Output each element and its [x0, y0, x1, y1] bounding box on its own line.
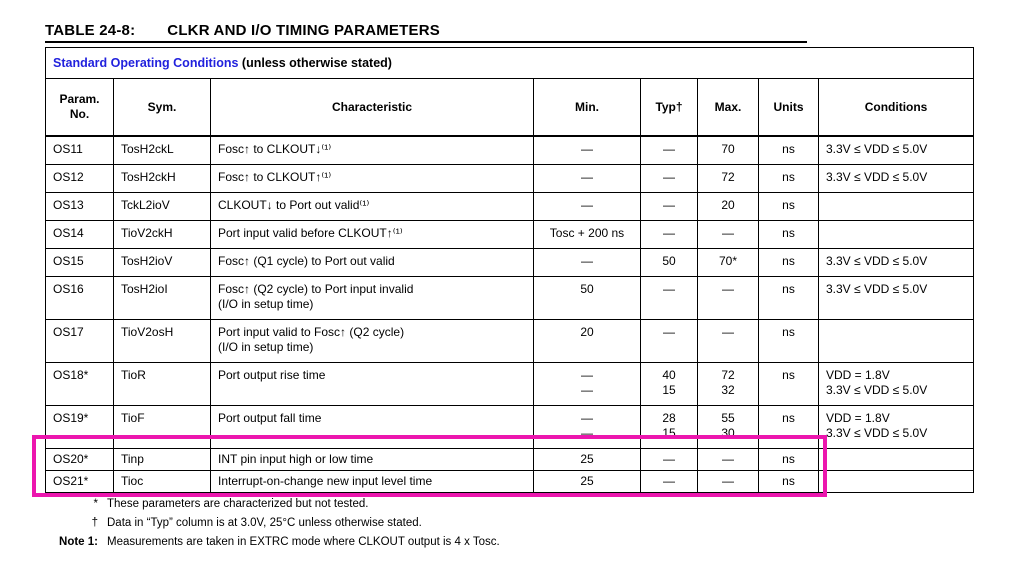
typ-cell: 40 15 — [641, 362, 698, 405]
characteristic-cell: Port output fall time — [211, 405, 534, 448]
min-cell: 25 — [534, 470, 641, 492]
param-no-cell: OS18* — [46, 362, 114, 405]
column-header-row — [46, 79, 974, 137]
typ-cell: — — [641, 220, 698, 248]
table-row-os19 — [46, 405, 974, 448]
column-header-characteristic: Characteristic — [211, 79, 534, 137]
characteristic-cell: INT pin input high or low time — [211, 448, 534, 470]
min-cell: — — — [534, 362, 641, 405]
symbol-cell: TosH2ckH — [114, 164, 211, 192]
max-cell: — — [698, 470, 759, 492]
table-row-os15 — [46, 248, 974, 276]
page-title — [45, 22, 440, 39]
typ-cell: — — [641, 319, 698, 362]
footnote-text: Data in “Typ” column is at 3.0V, 25°C unless otherwise stated. — [107, 517, 422, 529]
units-cell: ns — [759, 248, 819, 276]
table-row-os20 — [46, 448, 974, 470]
column-header-conditions: Conditions — [819, 79, 974, 137]
table-row-os18 — [46, 362, 974, 405]
title-underline — [45, 41, 807, 43]
units-cell: ns — [759, 319, 819, 362]
typ-cell: — — [641, 164, 698, 192]
min-cell: 20 — [534, 319, 641, 362]
param-no-cell: OS19* — [46, 405, 114, 448]
operating-conditions-banner — [46, 48, 974, 79]
param-no-cell: OS12 — [46, 164, 114, 192]
symbol-cell: TioV2osH — [114, 319, 211, 362]
min-cell: — — [534, 248, 641, 276]
symbol-cell: TosH2ckL — [114, 136, 211, 164]
conditions-cell: 3.3V ≤ VDD ≤ 5.0V — [819, 164, 974, 192]
footnote-row — [45, 533, 500, 552]
banner-suffix-text: (unless otherwise stated) — [241, 55, 392, 70]
symbol-cell: TioF — [114, 405, 211, 448]
column-header-units: Units — [759, 79, 819, 137]
typ-cell: 28 15 — [641, 405, 698, 448]
conditions-cell — [819, 448, 974, 470]
max-cell: — — [698, 220, 759, 248]
table-number-label: TABLE 24-8: — [45, 22, 136, 39]
max-cell: 70 — [698, 136, 759, 164]
characteristic-cell: Interrupt-on-change new input level time — [211, 470, 534, 492]
table-row-os16 — [46, 276, 974, 319]
param-no-cell: OS14 — [46, 220, 114, 248]
characteristic-cell: Fosc↑ to CLKOUT↓⁽¹⁾ — [211, 136, 534, 164]
min-cell: — — [534, 192, 641, 220]
symbol-cell: TckL2ioV — [114, 192, 211, 220]
param-no-cell: OS11 — [46, 136, 114, 164]
param-no-cell: OS16 — [46, 276, 114, 319]
units-cell: ns — [759, 136, 819, 164]
conditions-cell: 3.3V ≤ VDD ≤ 5.0V — [819, 248, 974, 276]
footnote-text: These parameters are characterized but not tested. — [107, 498, 369, 510]
max-cell: — — [698, 276, 759, 319]
max-cell: — — [698, 448, 759, 470]
max-cell: 55 30 — [698, 405, 759, 448]
typ-cell: — — [641, 470, 698, 492]
symbol-cell: Tioc — [114, 470, 211, 492]
conditions-cell: 3.3V ≤ VDD ≤ 5.0V — [819, 136, 974, 164]
typ-cell: — — [641, 136, 698, 164]
units-cell: ns — [759, 448, 819, 470]
min-cell: 25 — [534, 448, 641, 470]
conditions-cell — [819, 220, 974, 248]
conditions-cell: 3.3V ≤ VDD ≤ 5.0V — [819, 276, 974, 319]
banner-highlight-text: Standard Operating Conditions — [53, 55, 239, 70]
conditions-cell: VDD = 1.8V 3.3V ≤ VDD ≤ 5.0V — [819, 362, 974, 405]
max-cell: 70* — [698, 248, 759, 276]
footnote-row — [45, 495, 500, 514]
min-cell: — — [534, 164, 641, 192]
column-header-param-no: Param. No. — [46, 79, 114, 137]
characteristic-cell: Fosc↑ (Q2 cycle) to Port input invalid (I/O in setup time) — [211, 276, 534, 319]
footnote-text: Measurements are taken in EXTRC mode where CLKOUT output is 4 x Tosc. — [107, 536, 500, 548]
table-row-os11 — [46, 136, 974, 164]
table-row-os12 — [46, 164, 974, 192]
symbol-cell: TosH2ioV — [114, 248, 211, 276]
characteristic-cell: Port output rise time — [211, 362, 534, 405]
units-cell: ns — [759, 405, 819, 448]
conditions-cell — [819, 470, 974, 492]
units-cell: ns — [759, 276, 819, 319]
max-cell: 72 — [698, 164, 759, 192]
conditions-cell: VDD = 1.8V 3.3V ≤ VDD ≤ 5.0V — [819, 405, 974, 448]
max-cell: 20 — [698, 192, 759, 220]
characteristic-cell: Fosc↑ (Q1 cycle) to Port out valid — [211, 248, 534, 276]
table-row-os21 — [46, 470, 974, 492]
table-row-os13 — [46, 192, 974, 220]
max-cell: 72 32 — [698, 362, 759, 405]
typ-cell: — — [641, 276, 698, 319]
min-cell: 50 — [534, 276, 641, 319]
param-no-cell: OS20* — [46, 448, 114, 470]
table-row-os17 — [46, 319, 974, 362]
min-cell: — — — [534, 405, 641, 448]
characteristic-cell: CLKOUT↓ to Port out valid⁽¹⁾ — [211, 192, 534, 220]
footnote-row — [45, 514, 500, 533]
table-heading: CLKR AND I/O TIMING PARAMETERS — [167, 22, 440, 39]
banner-cell — [46, 48, 974, 79]
column-header-typ: Typ† — [641, 79, 698, 137]
typ-cell: 50 — [641, 248, 698, 276]
units-cell: ns — [759, 362, 819, 405]
characteristic-cell: Port input valid to Fosc↑ (Q2 cycle) (I/O in setup time) — [211, 319, 534, 362]
footnotes — [45, 495, 500, 552]
column-header-min: Min. — [534, 79, 641, 137]
column-header-sym: Sym. — [114, 79, 211, 137]
param-no-cell: OS15 — [46, 248, 114, 276]
typ-cell: — — [641, 192, 698, 220]
param-no-cell: OS17 — [46, 319, 114, 362]
max-cell: — — [698, 319, 759, 362]
min-cell: Tosc + 200 ns — [534, 220, 641, 248]
characteristic-cell: Fosc↑ to CLKOUT↑⁽¹⁾ — [211, 164, 534, 192]
symbol-cell: TosH2ioI — [114, 276, 211, 319]
footnote-marker: Note 1: — [59, 536, 98, 548]
footnote-marker: † — [91, 517, 98, 529]
param-no-cell: OS13 — [46, 192, 114, 220]
units-cell: ns — [759, 192, 819, 220]
table-row-os14 — [46, 220, 974, 248]
conditions-cell — [819, 319, 974, 362]
symbol-cell: Tinp — [114, 448, 211, 470]
timing-parameters-table — [45, 47, 974, 493]
conditions-cell — [819, 192, 974, 220]
units-cell: ns — [759, 470, 819, 492]
footnote-marker: * — [93, 498, 98, 510]
min-cell: — — [534, 136, 641, 164]
symbol-cell: TioR — [114, 362, 211, 405]
column-header-max: Max. — [698, 79, 759, 137]
characteristic-cell: Port input valid before CLKOUT↑⁽¹⁾ — [211, 220, 534, 248]
param-no-cell: OS21* — [46, 470, 114, 492]
typ-cell: — — [641, 448, 698, 470]
units-cell: ns — [759, 220, 819, 248]
symbol-cell: TioV2ckH — [114, 220, 211, 248]
units-cell: ns — [759, 164, 819, 192]
